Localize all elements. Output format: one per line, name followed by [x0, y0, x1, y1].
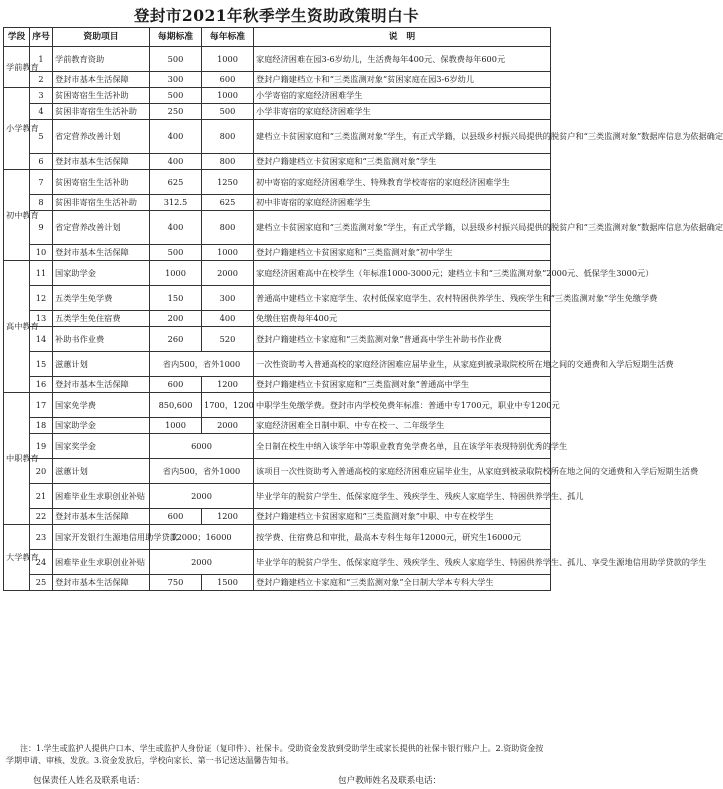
- teacher-contact-label: 包户教师姓名及联系电话：: [338, 776, 442, 786]
- row-number: 6: [30, 154, 53, 170]
- header-term-standard: 每期标准: [150, 28, 202, 47]
- description: 毕业学年的脱贫户学生、低保家庭学生、残疾学生、残疾人家庭学生、特困供养学生、孤儿: [254, 484, 551, 509]
- stage-cell: 高中教育: [4, 261, 30, 393]
- description: 登封户籍建档立卡家庭和“三类监测对象”全日制大学本专科大学生: [254, 575, 551, 591]
- table-row: [4, 47, 551, 72]
- merged-standard: 12000；16000: [150, 525, 254, 550]
- term-standard: 400: [150, 154, 202, 170]
- description: 初中寄宿的家庭经济困难学生、特殊教育学校寄宿的家庭经济困难学生: [254, 170, 551, 195]
- row-number: 21: [30, 484, 53, 509]
- row-number: 18: [30, 418, 53, 434]
- project-name: 省定营养改善计划: [53, 120, 150, 154]
- header-year-standard: 每年标准: [202, 28, 254, 47]
- description: 家庭经济困难全日制中职、中专在校一、二年级学生: [254, 418, 551, 434]
- project-name: 国家助学金: [53, 261, 150, 286]
- year-standard: 520: [202, 327, 254, 352]
- term-standard: 200: [150, 311, 202, 327]
- row-number: 16: [30, 377, 53, 393]
- project-name: 贫困非寄宿生生活补助: [53, 104, 150, 120]
- description: 毕业学年的脱贫户学生、低保家庭学生、残疾学生、残疾人家庭学生、特困供养学生、孤儿、享受生源地信用助学贷款的学生: [254, 550, 551, 575]
- project-name: 登封市基本生活保障: [53, 72, 150, 88]
- row-number: 2: [30, 72, 53, 88]
- row-number: 1: [30, 47, 53, 72]
- table-row: [4, 459, 551, 484]
- table-row: [4, 352, 551, 377]
- year-standard: 2000: [202, 418, 254, 434]
- description: 全日制在校生中纳入该学年中等职业教育免学费名单，且在该学年表现特别优秀的学生: [254, 434, 551, 459]
- row-number: 12: [30, 286, 53, 311]
- table-row: [4, 575, 551, 591]
- stage-cell: 中职教育: [4, 393, 30, 525]
- header-project: 资助项目: [53, 28, 150, 47]
- table-row: [4, 286, 551, 311]
- table-row: [4, 72, 551, 88]
- description: 一次性资助考入普通高校的家庭经济困难应届毕业生，从家庭到被录取院校所在地之间的交通费和入学后短期生活费: [254, 352, 551, 377]
- merged-standard: 6000: [150, 434, 254, 459]
- description: 登封户籍建档立卡贫困家庭和“三类监测对象”学生: [254, 154, 551, 170]
- project-name: 五类学生免学费: [53, 286, 150, 311]
- term-standard: 850,600: [150, 393, 202, 418]
- term-standard: 500: [150, 47, 202, 72]
- row-number: 14: [30, 327, 53, 352]
- row-number: 24: [30, 550, 53, 575]
- term-standard: 600: [150, 377, 202, 393]
- policy-table: [3, 27, 723, 591]
- year-standard: 1000: [202, 88, 254, 104]
- table-row: [4, 509, 551, 525]
- year-standard: 400: [202, 311, 254, 327]
- project-name: 登封市基本生活保障: [53, 245, 150, 261]
- description: 家庭经济困难高中在校学生（年标准1000-3000元；建档立卡和“三类监测对象”2000元、低保学生3000元）: [254, 261, 551, 286]
- term-standard: 500: [150, 88, 202, 104]
- description: 小学寄宿的家庭经济困难学生: [254, 88, 551, 104]
- project-name: 登封市基本生活保障: [53, 575, 150, 591]
- year-standard: 300: [202, 286, 254, 311]
- project-name: 国家免学费: [53, 393, 150, 418]
- table-row: [4, 327, 551, 352]
- term-standard: 1000: [150, 418, 202, 434]
- table-row: [4, 88, 551, 104]
- year-standard: 800: [202, 154, 254, 170]
- stage-cell: 初中教育: [4, 170, 30, 261]
- table-row: [4, 120, 551, 154]
- row-number: 3: [30, 88, 53, 104]
- table-row: [4, 484, 551, 509]
- project-name: 省定营养改善计划: [53, 211, 150, 245]
- merged-standard: 2000: [150, 550, 254, 575]
- year-standard: 1200: [202, 377, 254, 393]
- description: 登封户籍建档立卡和“三类监测对象”贫困家庭在园3-6岁幼儿: [254, 72, 551, 88]
- description: 小学非寄宿的家庭经济困难学生: [254, 104, 551, 120]
- table-row: [4, 393, 551, 418]
- project-name: 贫困非寄宿生生活补助: [53, 195, 150, 211]
- table-row: [4, 154, 551, 170]
- description: 该项目一次性资助考入普通高校的家庭经济困难应届毕业生，从家庭到被录取院校所在地之间的交通费和入学后短期生活费: [254, 459, 551, 484]
- year-standard: 1500: [202, 575, 254, 591]
- description: 登封户籍建档立卡贫困家庭和“三类监测对象”中职、中专在校学生: [254, 509, 551, 525]
- description: 中职学生免缴学费。登封市内学校免费年标准：普通中专1700元，职业中专1200元: [254, 393, 551, 418]
- project-name: 五类学生免住宿费: [53, 311, 150, 327]
- row-number: 25: [30, 575, 53, 591]
- description: 登封户籍建档立卡贫困家庭和“三类监测对象”初中学生: [254, 245, 551, 261]
- description: 按学费、住宿费总和审批，最高本专科生每年12000元，研究生16000元: [254, 525, 551, 550]
- year-standard: 1000: [202, 47, 254, 72]
- table-row: [4, 170, 551, 195]
- row-number: 7: [30, 170, 53, 195]
- year-standard: 600: [202, 72, 254, 88]
- description: 普通高中建档立卡家庭学生、农村低保家庭学生、农村特困供养学生、残疾学生和“三类监测对象”学生免缴学费: [254, 286, 551, 311]
- project-name: 国家开发银行生源地信用助学贷款: [53, 525, 150, 550]
- description: 家庭经济困难在园3-6岁幼儿，生活费每年400元、保教费每年600元: [254, 47, 551, 72]
- year-standard: 500: [202, 104, 254, 120]
- project-name: 国家助学金: [53, 418, 150, 434]
- stage-cell: 学前教育: [4, 47, 30, 88]
- term-standard: 1000: [150, 261, 202, 286]
- description: 建档立卡贫困家庭和“三类监测对象”学生，有正式学籍，以县级乡村振兴局提供的脱贫户和“三类监测对象”数据库信息为依据确定: [254, 211, 551, 245]
- project-name: 贫困寄宿生生活补助: [53, 170, 150, 195]
- header-stage: 学段: [4, 28, 30, 47]
- year-standard: 1700，1200: [202, 393, 254, 418]
- row-number: 10: [30, 245, 53, 261]
- merged-standard: 2000: [150, 484, 254, 509]
- stage-cell: 小学教育: [4, 88, 30, 170]
- row-number: 17: [30, 393, 53, 418]
- table-row: [4, 550, 551, 575]
- term-standard: 625: [150, 170, 202, 195]
- year-standard: 2000: [202, 261, 254, 286]
- header-description: 说 明: [254, 28, 551, 47]
- term-standard: 260: [150, 327, 202, 352]
- description: 免缴住宿费每年400元: [254, 311, 551, 327]
- row-number: 9: [30, 211, 53, 245]
- term-standard: 500: [150, 245, 202, 261]
- project-name: 困难毕业生求职创业补贴: [53, 484, 150, 509]
- project-name: 登封市基本生活保障: [53, 509, 150, 525]
- row-number: 5: [30, 120, 53, 154]
- page-title: 登封市2021年秋季学生资助政策明白卡: [133, 6, 420, 25]
- description: 初中非寄宿的家庭经济困难学生: [254, 195, 551, 211]
- table-row: [4, 525, 551, 550]
- term-standard: 400: [150, 211, 202, 245]
- year-standard: 1250: [202, 170, 254, 195]
- row-number: 22: [30, 509, 53, 525]
- table-row: [4, 418, 551, 434]
- project-name: 登封市基本生活保障: [53, 377, 150, 393]
- merged-standard: 省内500，省外1000: [150, 459, 254, 484]
- table-row: [4, 261, 551, 286]
- project-name: 国家奖学金: [53, 434, 150, 459]
- row-number: 15: [30, 352, 53, 377]
- project-name: 学前教育资助: [53, 47, 150, 72]
- row-number: 8: [30, 195, 53, 211]
- merged-standard: 省内500，省外1000: [150, 352, 254, 377]
- term-standard: 312.5: [150, 195, 202, 211]
- project-name: 登封市基本生活保障: [53, 154, 150, 170]
- project-name: 滋蕙计划: [53, 459, 150, 484]
- table-row: [4, 245, 551, 261]
- term-standard: 250: [150, 104, 202, 120]
- year-standard: 1000: [202, 245, 254, 261]
- header-row: [4, 28, 551, 47]
- year-standard: 800: [202, 120, 254, 154]
- project-name: 补助书作业费: [53, 327, 150, 352]
- header-no: 序号: [30, 28, 53, 47]
- row-number: 13: [30, 311, 53, 327]
- row-number: 4: [30, 104, 53, 120]
- row-number: 20: [30, 459, 53, 484]
- year-standard: 625: [202, 195, 254, 211]
- row-number: 19: [30, 434, 53, 459]
- term-standard: 400: [150, 120, 202, 154]
- table-row: [4, 434, 551, 459]
- term-standard: 600: [150, 509, 202, 525]
- table-row: [4, 211, 551, 245]
- project-name: 贫困寄宿生生活补助: [53, 88, 150, 104]
- row-number: 11: [30, 261, 53, 286]
- description: 登封户籍建档立卡家庭和“三类监测对象”普通高中学生补助书作业费: [254, 327, 551, 352]
- term-standard: 300: [150, 72, 202, 88]
- table-row: [4, 377, 551, 393]
- description: 登封户籍建档立卡贫困家庭和“三类监测对象”普通高中学生: [254, 377, 551, 393]
- stage-cell: 大学教育: [4, 525, 30, 591]
- year-standard: 1200: [202, 509, 254, 525]
- year-standard: 800: [202, 211, 254, 245]
- description: 建档立卡贫困家庭和“三类监测对象”学生，有正式学籍，以县级乡村振兴局提供的脱贫户和“三类监测对象”数据库信息为依据确定: [254, 120, 551, 154]
- term-standard: 750: [150, 575, 202, 591]
- footnote: 注：1.学生或监护人提供户口本、学生或监护人身份证（复印件）、社保卡。受助资金发放到受助学生或家长提供的社保卡银行账户上。2.资助资金按学期申请、审核、发放。3.资金发放后，学校向家长、第一书记送达温馨告知书。: [6, 744, 544, 765]
- row-number: 23: [30, 525, 53, 550]
- table-row: [4, 195, 551, 211]
- project-name: 困难毕业生求职创业补贴: [53, 550, 150, 575]
- term-standard: 150: [150, 286, 202, 311]
- guarantor-contact-label: 包保责任人姓名及联系电话：: [33, 776, 145, 786]
- table-row: [4, 104, 551, 120]
- table-row: [4, 311, 551, 327]
- project-name: 滋蕙计划: [53, 352, 150, 377]
